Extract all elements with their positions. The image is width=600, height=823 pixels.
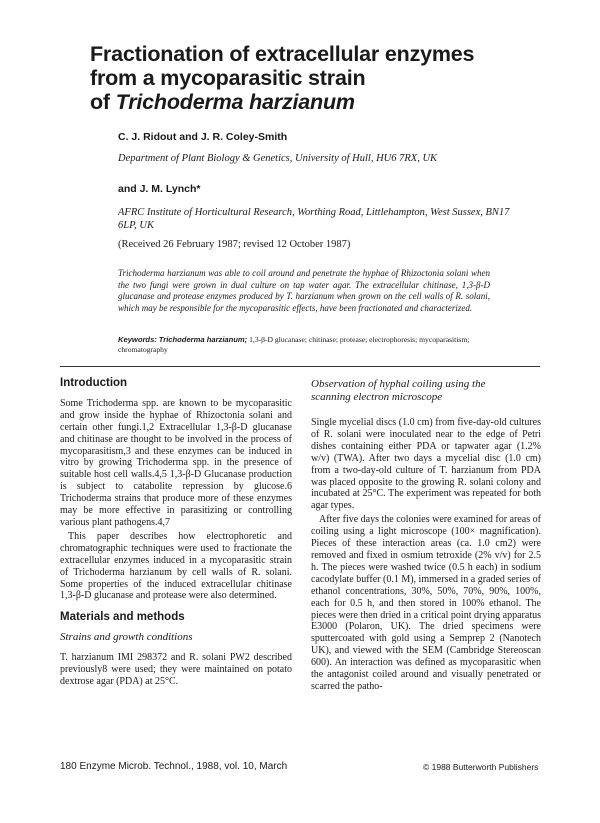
title-line-1: Fractionation of extracellular enzymes (90, 42, 475, 66)
observation-heading (311, 378, 541, 403)
keywords-label: Keywords: (118, 335, 157, 344)
affiliation-1: Department of Plant Biology & Genetics, University of Hull, HU6 7RX, UK (118, 153, 438, 164)
observation-heading-line-1: Observation of hyphal coiling using the (311, 378, 486, 390)
intro-paragraph-2: This paper describes how electrophoretic and chromatographic techniques were used to fractionate the extracellular enzymes induced in a mycoparasitic strain of Trichoderma harzianum by cell walls of R. solani. Some properties of the induced extracellular chitinase 1,3-β-D glucanase and protease were also determined. (60, 530, 292, 602)
title-line-3-prefix: of (90, 90, 116, 114)
received-dates: (Received 26 February 1987; revised 12 October 1987) (118, 239, 351, 250)
title-line-3 (90, 90, 550, 114)
strains-paragraph: T. harzianum IMI 298372 and R. solani PW2 described previously8 were used; they were maintained on potato dextrose agar (PDA) at 25°C. (60, 652, 292, 687)
left-column (60, 378, 292, 690)
strains-heading: Strains and growth conditions (60, 631, 193, 644)
keywords (118, 335, 490, 355)
article-title (90, 42, 550, 114)
author-group-2: and J. M. Lynch* (118, 183, 201, 195)
intro-paragraph-1: Some Trichoderma spp. are known to be mycoparasitic and grow inside the hyphae of Rhizoctonia solani and certain other fungi.1,2 Extracellular 1,3-β-D glucanase and chitinase are thought to be involved in the process of mycoparasitism,3 and these enzymes can be induced in vitro by growing Trichoderma spp. in the presence of suitable host cell walls.4,5 1,3-β-D Glucanase production is subject to catabolite repression by glucose.6 Trichoderma strains that produce more of these enzymes may be more effective in parasitizing or controlling various plant pathogens.4,7 (60, 397, 292, 528)
observation-heading-line-2: scanning electron microscope (311, 390, 443, 403)
right-column (311, 378, 541, 695)
keywords-text: 1,3-β-D glucanase; chitinase; protease; electrophoresis; mycoparasitism; chromatography (118, 335, 470, 354)
affiliation-2: AFRC Institute of Horticultural Research, Worthing Road, Littlehampton, West Sussex, BN17 6LP, UK (118, 207, 510, 231)
observation-paragraph-2: After five days the colonies were examined for areas of coiling using a light microscope (100× magnification). Pieces of these interaction areas (ca. 1.0 cm2) were removed and fixed in osmium tetroxide (2% v/v) for 2.5 h. The pieces were washed twice (0.5 h each) in sodium cacodylate buffer (0.1 M), immersed in a graded series of ethanol concentrations, 30%, 50%, 70%, 90%, 100%, each for 0.5 h, and then stored in 100% ethanol. The pieces were then dried in a critical point drying apparatus E3000 (Polaron, UK). The dried specimens were sputtercoated with gold using a Semprep 2 (Nanotech UK), and viewed with the SEM (Cambridge Stereoscan 600). An interaction was defined as mycoparasitic when the antagonist coiled around and visually penetrated or scarred the patho- (311, 514, 542, 692)
introduction-heading: Introduction (60, 377, 128, 389)
author-group-1: C. J. Ridout and J. R. Coley-Smith (118, 131, 288, 143)
title-line-2: from a mycoparasitic strain (90, 66, 366, 90)
observation-paragraph-1: Single mycelial discs (1.0 cm) from five-day-old cultures of R. solani were inoculated near to the edge of Petri dishes containing either PDA or tapwater agar (1.2% w/v) (TWA). After two days a mycelial disc (1.0 cm) from a two-day-old culture of T. harzianum from PDA was placed opposite to the growing R. solani colony and incubated at 25°C. The experiment was repeated for both agar types. (311, 417, 541, 512)
methods-heading: Materials and methods (60, 611, 185, 624)
section-divider (60, 366, 540, 367)
journal-footer: 180 Enzyme Microb. Technol., 1988, vol. 10, March (60, 761, 288, 772)
abstract: Trichoderma harzianum was able to coil around and penetrate the hyphae of Rhizoctonia solani when the two fungi were grown in dual culture on tap water agar. The extracellular chitinase, 1,3-β-D glucanase and protease enzymes produced by T. harzianum when grown on the cell walls of R. solani, which may be responsible for the mycoparasitic effects, have been fractionated and characterized. (118, 268, 490, 313)
title-species: Trichoderma harzianum (115, 90, 355, 114)
copyright-footer: © 1988 Butterworth Publishers (423, 762, 539, 772)
keywords-bold-term: Trichoderma harzianum; (158, 335, 248, 344)
